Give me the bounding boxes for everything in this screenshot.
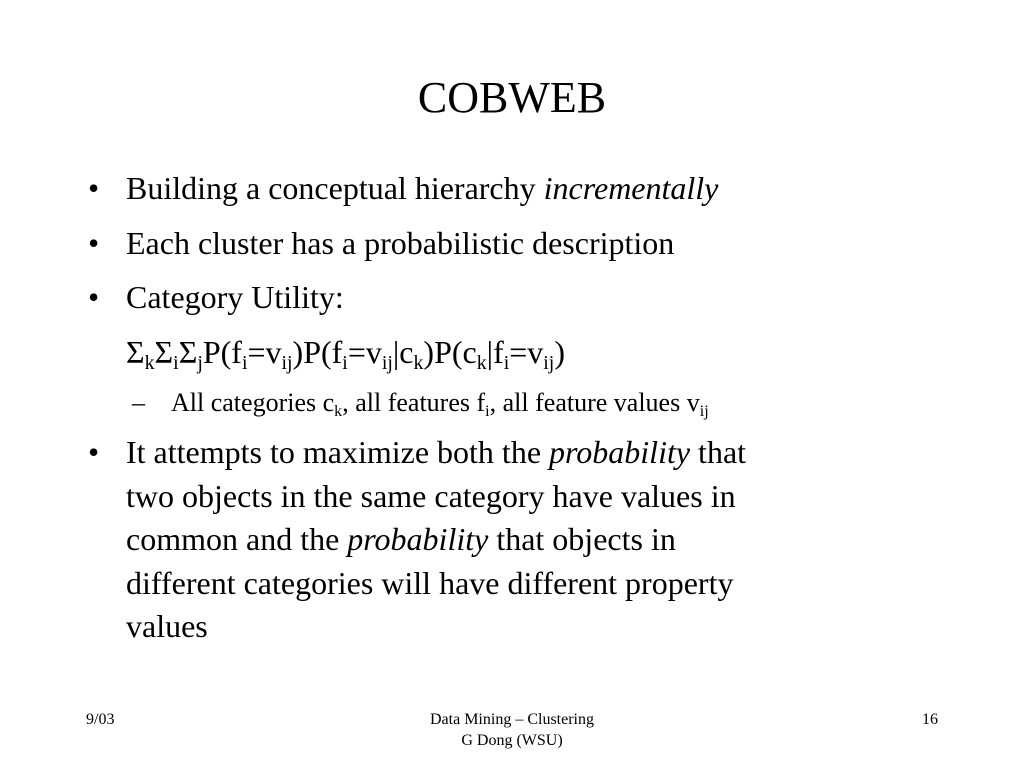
- category-utility-formula: $\Sigma_k\Sigma_i\Sigma_jP(f_i=v_{ij})P(f_i=v_{ij}|c_k)P(c_k|f_i=v_{ij})$: [126, 334, 565, 374]
- footer-date: 9/03: [86, 711, 115, 728]
- bullet-maximize-line-3: common and the probability that objects in: [126, 521, 676, 557]
- bullet-text: Building a conceptual hierarchy: [126, 170, 544, 206]
- bullet-incremental-hierarchy: [126, 166, 718, 210]
- bullet-marker: •: [88, 434, 100, 470]
- bullet-maximize-line-5: values: [126, 608, 208, 644]
- bullet-maximize-line-1: It attempts to maximize both the probability that: [126, 434, 747, 470]
- emphasis-text: probability: [347, 521, 489, 557]
- sub-bullet-formula-legend: All categories $c_k$, all features $f_i$, all feature values $v_{ij}$: [171, 388, 709, 420]
- bullet-maximize-line-4: different categories will have different property: [126, 565, 734, 601]
- footer-course-title: Data Mining – Clustering: [430, 711, 594, 728]
- bullet-maximize-line-2: two objects in the same category have values in: [126, 478, 736, 514]
- bullet-marker: •: [88, 225, 100, 261]
- footer-page-number: 16: [922, 711, 938, 728]
- emphasis-text: incrementally: [543, 170, 719, 206]
- emphasis-text: probability: [549, 434, 691, 470]
- bullet-marker: •: [88, 279, 100, 315]
- bullet-marker: •: [88, 170, 100, 206]
- sub-bullet-marker: –: [132, 388, 145, 417]
- slide-title: COBWEB: [417, 73, 607, 122]
- bullet-category-utility: Category Utility:: [126, 279, 344, 315]
- footer-author: G Dong (WSU): [461, 732, 563, 749]
- bullet-probabilistic-description: Each cluster has a probabilistic description: [126, 225, 675, 261]
